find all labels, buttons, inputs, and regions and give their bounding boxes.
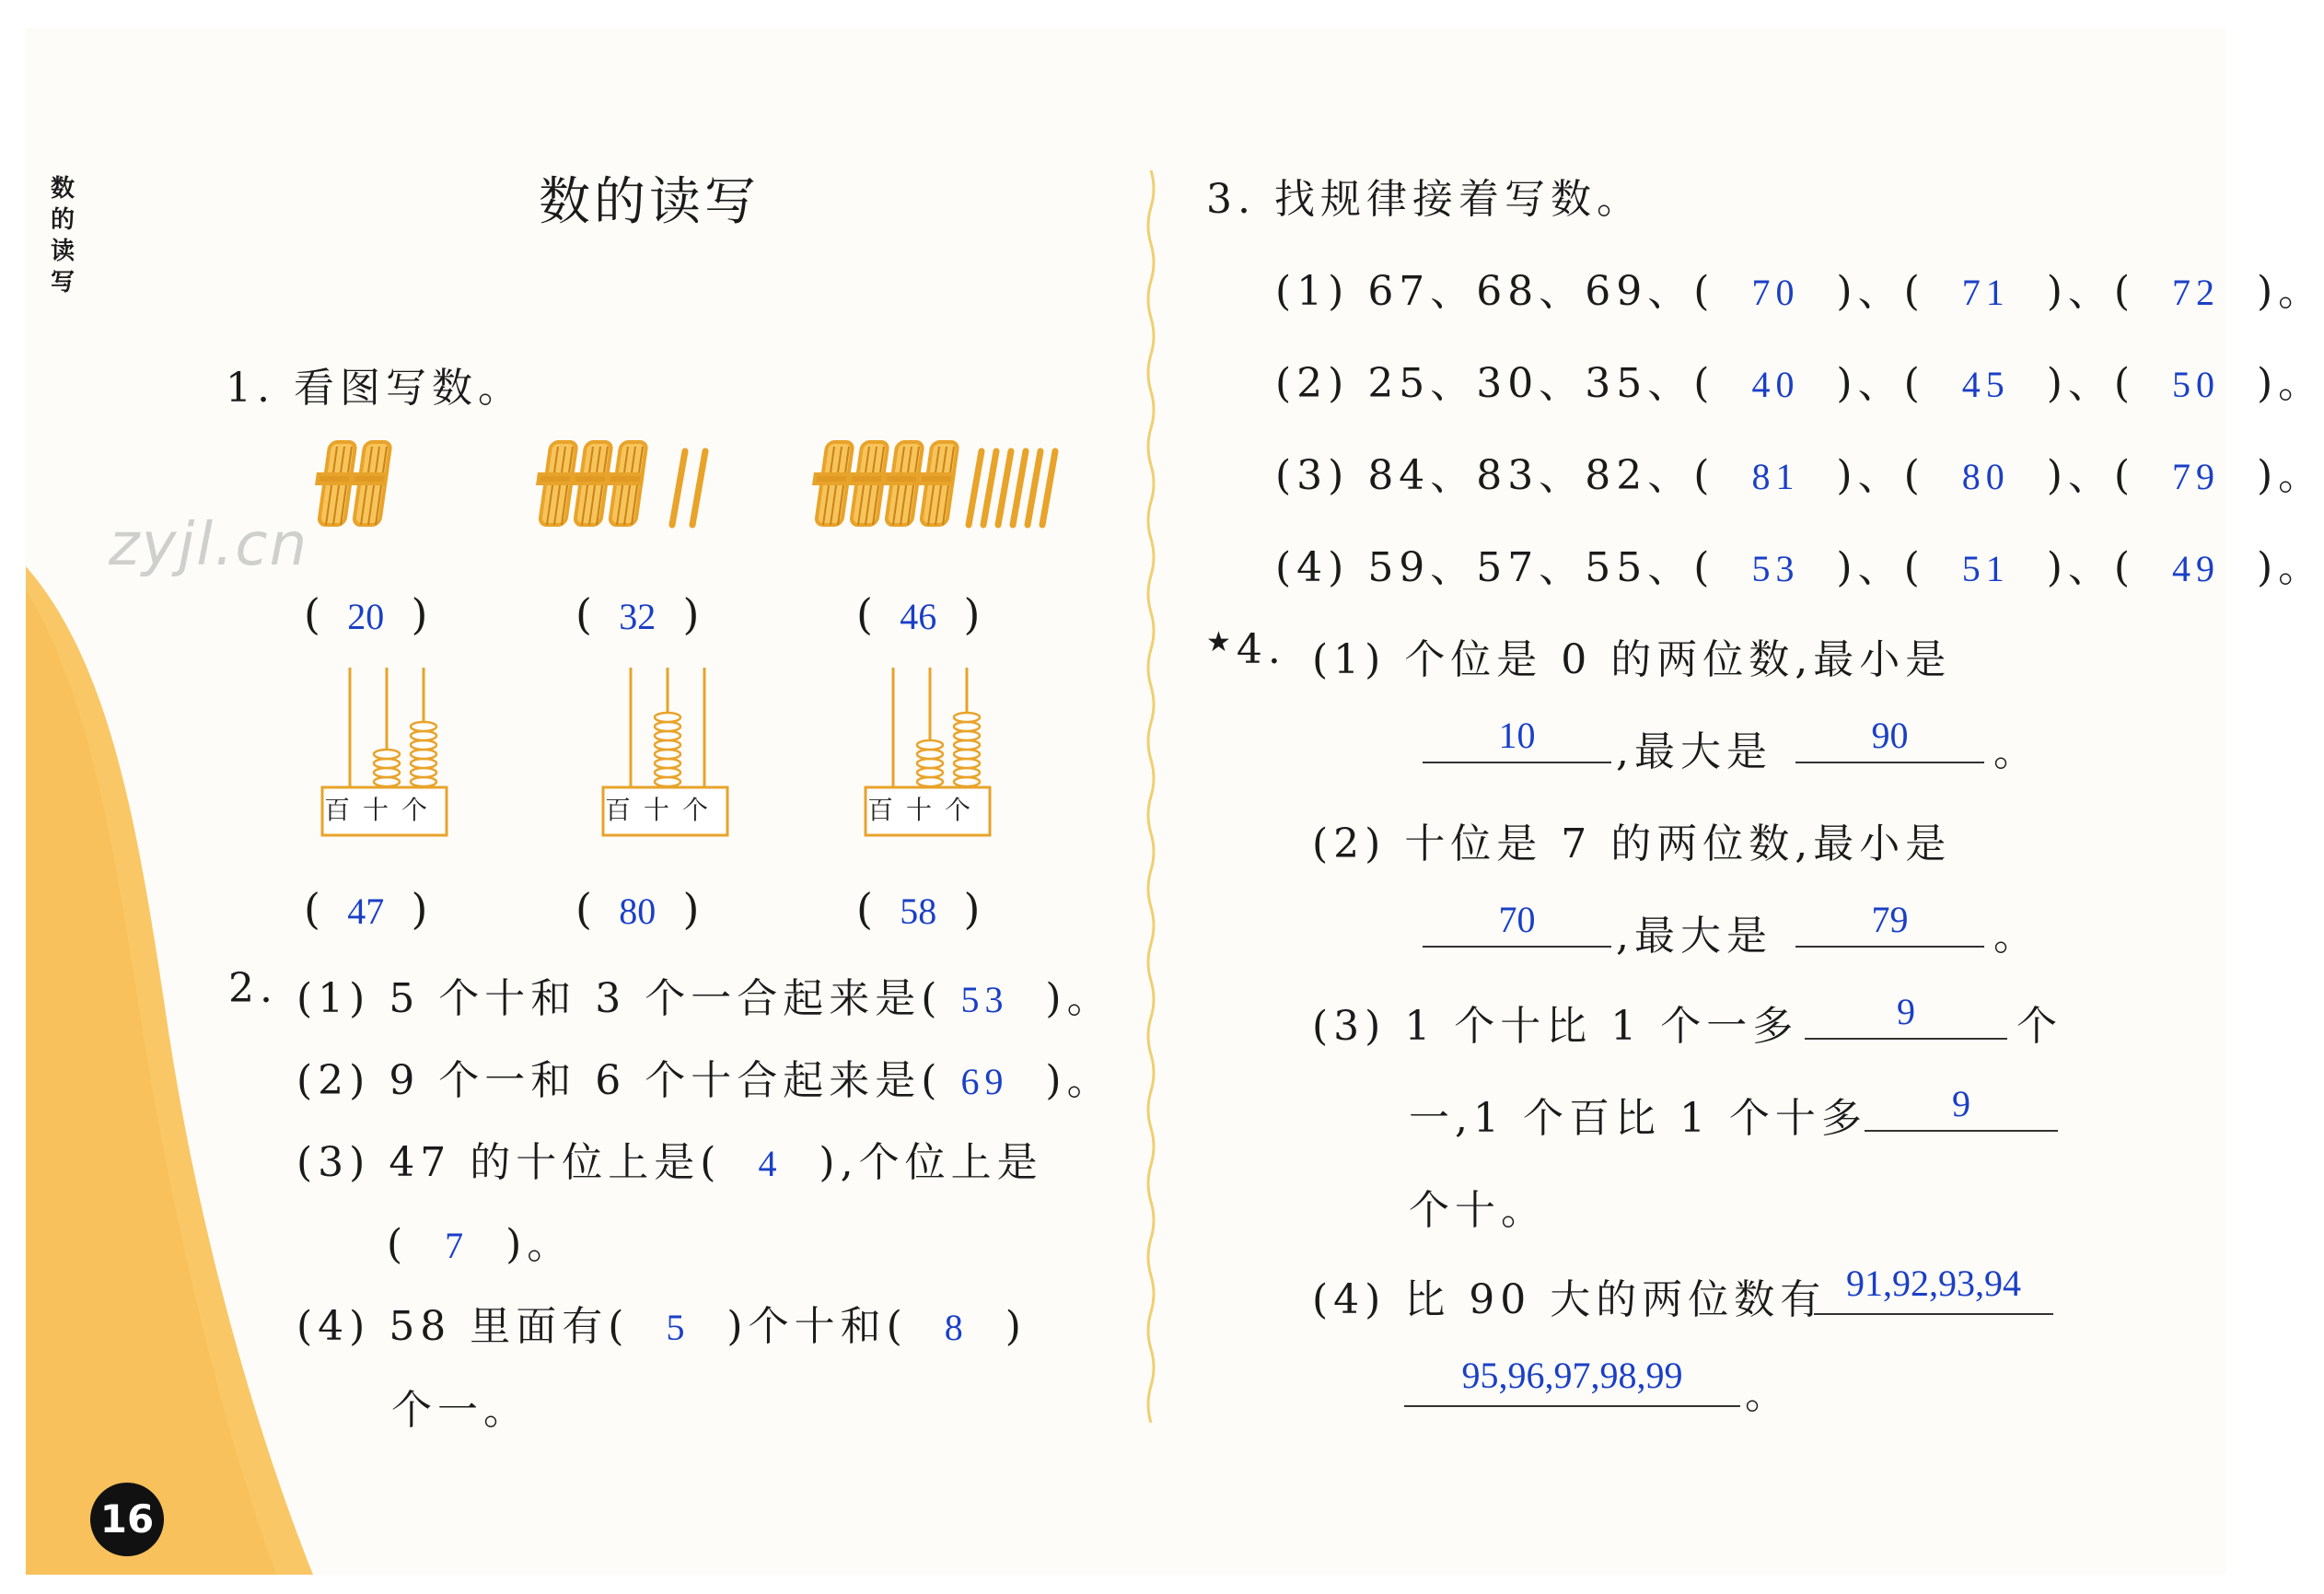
q4-p1-mid: ,最大是 [1616, 728, 1772, 775]
q2-answer-3b: 7 [445, 1225, 470, 1266]
page-title: 数的读写 [539, 172, 760, 232]
abacus-label-2: 百十个 [605, 795, 722, 825]
bundle-icon [608, 442, 646, 525]
q3-row-1: (1) 67、68、69、( 70 )、( 71 )、( 72 )。 [1275, 268, 2324, 315]
q4-part-3b: 个 [2016, 1003, 2063, 1050]
q4-blank-3b: 9 [1865, 1082, 2058, 1132]
q2-answer-3a: 4 [758, 1143, 783, 1184]
abacus-bead [374, 777, 400, 786]
q3-answer: 53 [1751, 548, 1800, 589]
abacus-label-3: 百十个 [867, 795, 984, 825]
q4-p4-end: 。 [1745, 1371, 1791, 1418]
single-stick-icon [1042, 451, 1055, 525]
q3-row-prefix: (3) 84、83、82、( [1275, 452, 1715, 499]
single-stick-icon [692, 451, 705, 525]
q4-p2-end: 。 [1993, 913, 2039, 960]
q3-answer: 40 [1751, 364, 1800, 405]
abacus-bead [954, 731, 980, 740]
q4-p1-end: 。 [1993, 728, 2039, 775]
q1-abacus-paren-3: ( 58 ) [856, 884, 981, 934]
abacus-bead [655, 722, 680, 731]
q3-answer: 81 [1751, 456, 1800, 497]
bundle-icon [814, 442, 853, 525]
abacus-bead [655, 713, 680, 722]
q4-part-2: (2) 十位是 7 的两位数,最小是 [1312, 820, 1952, 867]
abacus-bead [655, 759, 680, 768]
abacus-bead [374, 750, 400, 759]
abacus-bead [411, 759, 436, 768]
abacus-bead [954, 777, 980, 786]
q3-answer: 50 [2172, 364, 2221, 405]
side-tab: 数的读写 [51, 175, 76, 297]
page-divider [1142, 170, 1160, 1423]
q2-part-1: (1) 5 个十和 3 个一合起来是( 53 )。 [296, 975, 1113, 1022]
q4-blank-3a: 9 [1805, 990, 2007, 1040]
q3-answer: 51 [1961, 548, 2010, 589]
q4-blank-4a: 91,92,93,94 [1814, 1262, 2053, 1315]
watermark: zyjl.cn [109, 511, 309, 579]
q2-part-3: (3) 47 的十位上是( 4 ),个位上是 [296, 1139, 1043, 1186]
q4-label: ★4. [1206, 626, 1286, 673]
abacus-bead [917, 759, 943, 768]
single-stick-icon [1013, 451, 1026, 525]
q4-blank-2a: 70 [1423, 898, 1611, 948]
q1-stick-paren-1: ( 20 ) [304, 589, 428, 639]
q2-answer-4a: 5 [666, 1307, 691, 1348]
q2-label: 2. [228, 965, 278, 1012]
q1-stick-answer-1: 20 [347, 596, 385, 637]
bundle-icon [538, 442, 576, 525]
q2-part-4-cont: 个一。 [391, 1387, 529, 1434]
q3-answer: 49 [2172, 548, 2221, 589]
q1-abacus-paren-2: ( 80 ) [575, 884, 700, 934]
abacus-bead [954, 750, 980, 759]
abacus-bead [374, 768, 400, 777]
q4-p2-mid: ,最大是 [1616, 913, 1772, 960]
bundle-icon [919, 442, 958, 525]
q4-blank-4b: 95,96,97,98,99 [1404, 1354, 1740, 1407]
bundle-icon [317, 442, 355, 525]
bundle-icon [573, 442, 611, 525]
q3-row-prefix: (4) 59、57、55、( [1275, 544, 1715, 591]
page-number: 16 [90, 1483, 164, 1556]
q3-answer: 72 [2172, 272, 2221, 313]
q2-answer-4b: 8 [944, 1307, 969, 1348]
bundle-icon [884, 442, 923, 525]
stick-bundles-illustration [313, 433, 1105, 534]
abacus-bead [655, 731, 680, 740]
q4-part-3a: (3) 1 个十比 1 个一多 [1312, 1003, 1799, 1050]
q2-answer-1: 53 [960, 979, 1009, 1020]
abacus-bead [954, 740, 980, 750]
abacus-bead [411, 740, 436, 750]
abacus-bead [655, 740, 680, 750]
q1-stick-paren-2: ( 32 ) [575, 589, 700, 639]
star-icon: ★ [1206, 626, 1237, 658]
single-stick-icon [983, 451, 996, 525]
q2-part-3-cont: ( 7 )。 [387, 1221, 574, 1268]
q2-part-4: (4) 58 里面有( 5 )个十和( 8 ) [296, 1303, 1027, 1350]
q1-abacus-answer-3: 58 [900, 890, 937, 932]
q3-row-prefix: (1) 67、68、69、( [1275, 268, 1715, 315]
abacus-bead [411, 768, 436, 777]
q3-answer: 70 [1751, 272, 1800, 313]
q4-part-3c: 一,1 个百比 1 个十多 [1409, 1095, 1867, 1142]
q1-stick-answer-2: 32 [619, 596, 657, 637]
q1-abacus-paren-1: ( 47 ) [304, 884, 428, 934]
q3-answer: 71 [1961, 272, 2010, 313]
q4-part-3d: 个十。 [1409, 1187, 1547, 1234]
abacus-label-1: 百十个 [324, 795, 441, 825]
q1-stick-paren-3: ( 46 ) [856, 589, 981, 639]
bundle-icon [849, 442, 888, 525]
abacus-bead [954, 759, 980, 768]
q1-abacus-answer-2: 80 [619, 890, 657, 932]
q3-row-4: (4) 59、57、55、( 53 )、( 51 )、( 49 )。 [1275, 544, 2324, 591]
abacus-bead [954, 722, 980, 731]
q1-stick-answer-3: 46 [900, 596, 937, 637]
abacus-bead [655, 768, 680, 777]
bundle-icon [352, 442, 390, 525]
abacus-bead [655, 777, 680, 786]
abacus-bead [655, 750, 680, 759]
q2-answer-2: 69 [960, 1061, 1009, 1102]
q4-part-4: (4) 比 90 大的两位数有 [1312, 1276, 1827, 1323]
q3-answer: 45 [1961, 364, 2010, 405]
abacus-bead [954, 713, 980, 722]
abacus-bead [411, 722, 436, 731]
abacus-bead [411, 750, 436, 759]
abacus-bead [374, 759, 400, 768]
q3-answer: 79 [2172, 456, 2221, 497]
single-stick-icon [969, 451, 982, 525]
q4-blank-2b: 79 [1795, 898, 1984, 948]
q4-blank-1a: 10 [1423, 714, 1611, 763]
q1-heading: 1. 看图写数。 [226, 365, 524, 412]
single-stick-icon [998, 451, 1011, 525]
q4-part-1: (1) 个位是 0 的两位数,最小是 [1312, 636, 1952, 683]
q3-row-3: (3) 84、83、82、( 81 )、( 80 )、( 79 )。 [1275, 452, 2324, 499]
q3-heading: 3. 找规律接着写数。 [1206, 176, 1643, 223]
single-stick-icon [672, 451, 685, 525]
abacus-bead [411, 731, 436, 740]
single-stick-icon [1028, 451, 1040, 525]
abacus-bead [917, 750, 943, 759]
q3-row-prefix: (2) 25、30、35、( [1275, 360, 1715, 407]
abacus-bead [917, 777, 943, 786]
q3-answer: 80 [1961, 456, 2010, 497]
q3-row-2: (2) 25、30、35、( 40 )、( 45 )、( 50 )。 [1275, 360, 2324, 407]
q2-part-2: (2) 9 个一和 6 个十合起来是( 69 )。 [296, 1057, 1113, 1104]
abacus-bead [954, 768, 980, 777]
abacus-bead [917, 768, 943, 777]
q4-blank-1b: 90 [1795, 714, 1984, 763]
abacus-bead [917, 740, 943, 750]
q1-abacus-answer-1: 47 [347, 890, 385, 932]
abacus-bead [411, 777, 436, 786]
